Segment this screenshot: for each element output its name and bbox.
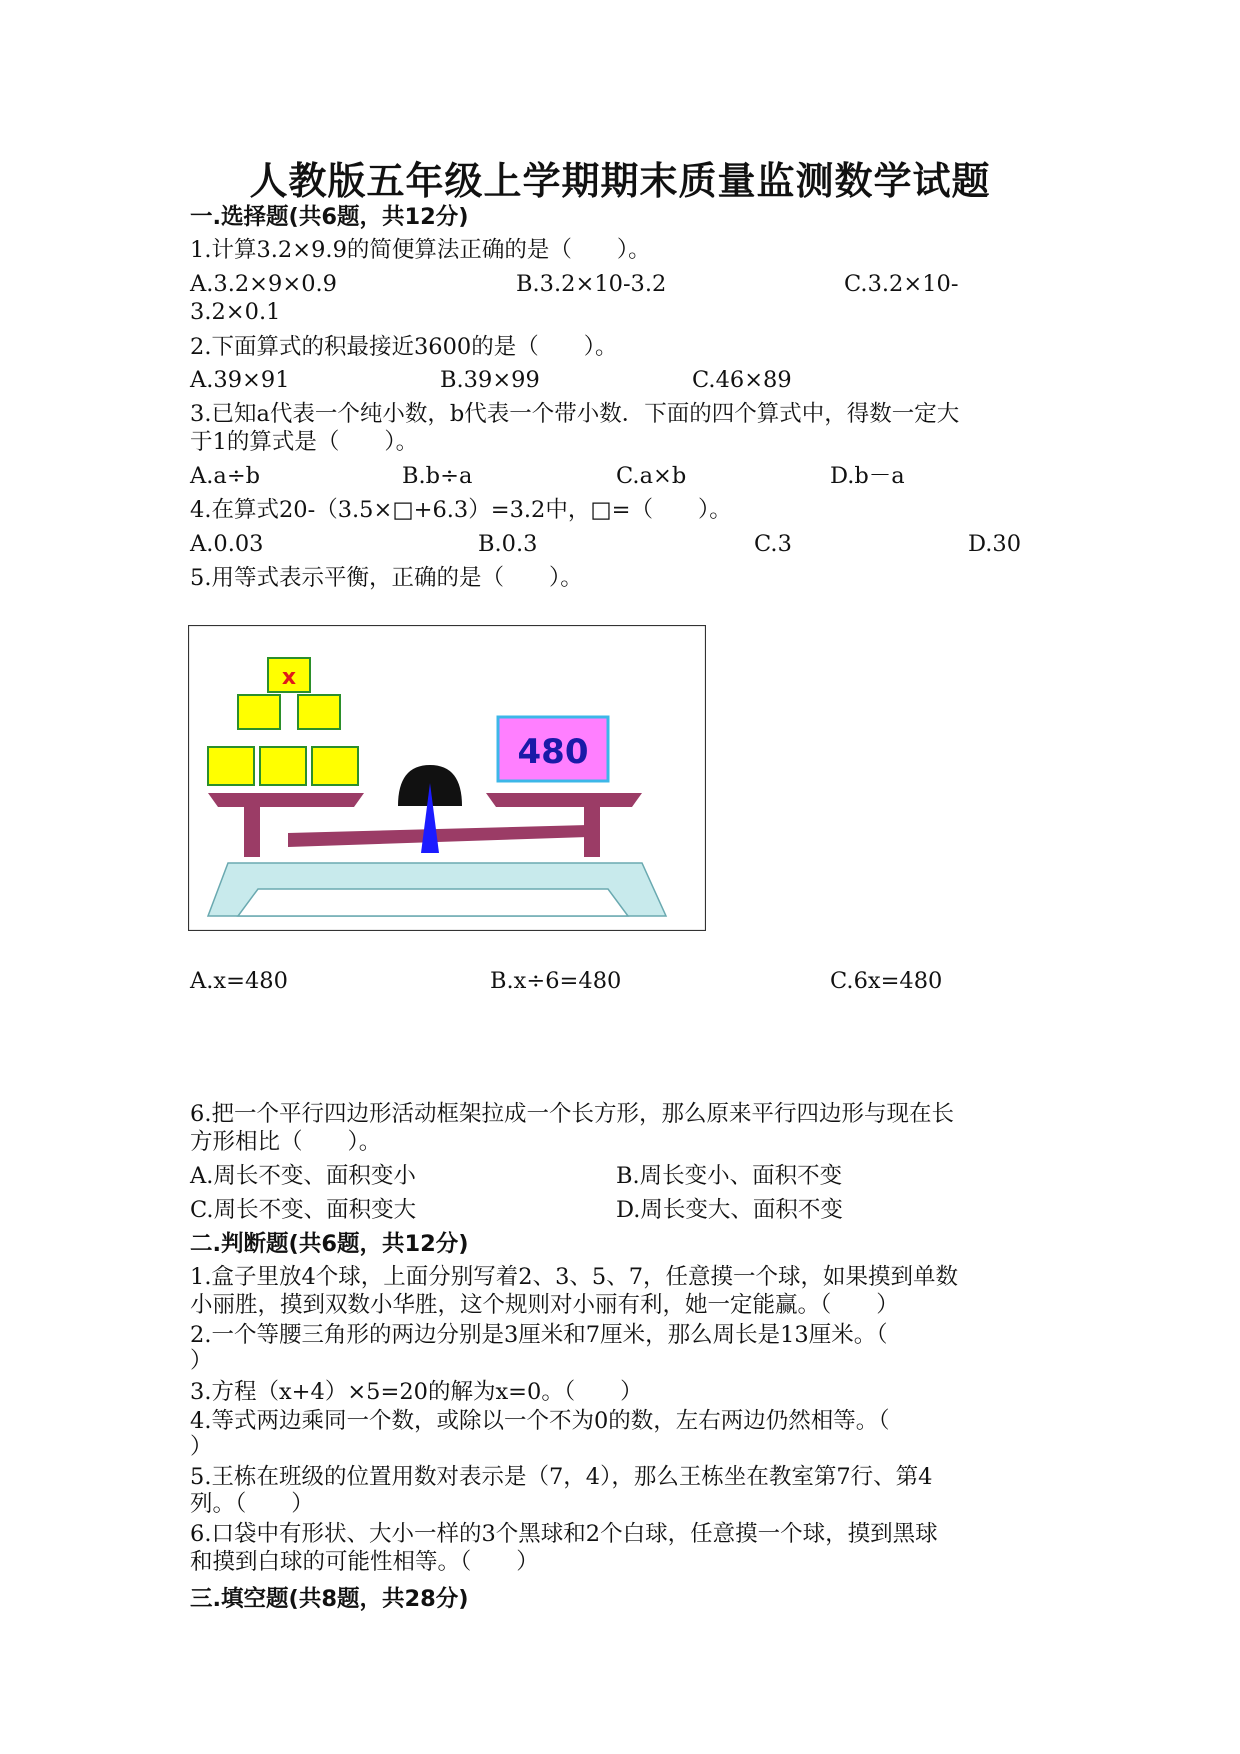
- q1-option-c: C.3.2×10-: [844, 271, 959, 297]
- q4-option-d: D.30: [968, 531, 1022, 557]
- judgement-line: 4.等式两边乘同一个数，或除以一个不为0的数，左右两边仍然相等。（: [190, 1408, 890, 1434]
- q1-option-a: A.3.2×9×0.9: [190, 271, 337, 297]
- q4-option-a: A.0.03: [190, 531, 264, 557]
- weight-box: [260, 747, 306, 785]
- section-heading-fill-in: 三.填空题(共8题，共28分): [190, 1586, 469, 1612]
- q2-option-a: A.39×91: [190, 367, 290, 393]
- q6-option-c: C.周长不变、面积变大: [190, 1197, 417, 1223]
- judgement-line: 6.口袋中有形状、大小一样的3个黑球和2个白球，任意摸一个球，摸到黑球: [190, 1521, 938, 1547]
- section-heading-choice: 一.选择题(共6题，共12分): [190, 204, 469, 230]
- q5-option-c: C.6x=480: [830, 968, 943, 994]
- judgement-line: 和摸到白球的可能性相等。（ ）: [190, 1549, 539, 1575]
- q3-option-a: A.a÷b: [190, 463, 261, 489]
- balance-scale-figure: [188, 625, 706, 931]
- scale-base-cutout: [238, 889, 628, 916]
- page-title: 人教版五年级上学期期末质量监测数学试题: [249, 158, 991, 203]
- weight-box: [298, 695, 340, 729]
- weight-box: [208, 747, 254, 785]
- judgement-line: 5.王栋在班级的位置用数对表示是（7，4），那么王栋坐在教室第7行、第4: [190, 1464, 933, 1490]
- judgement-line: 3.方程（x+4）×5=20的解为x=0。（ ）: [190, 1379, 643, 1405]
- q5-option-b: B.x÷6=480: [490, 968, 622, 994]
- judgement-line: 1.盒子里放4个球，上面分别写着2、3、5、7，任意摸一个球，如果摸到单数: [190, 1264, 959, 1290]
- q4-option-c: C.3: [754, 531, 792, 557]
- weight-box: [312, 747, 358, 785]
- q5-option-a: A.x=480: [190, 968, 288, 994]
- question-3-stem-line1: 3.已知a代表一个纯小数，b代表一个带小数．下面的四个算式中，得数一定大: [190, 401, 960, 427]
- question-3-stem-line2: 于1的算式是（ ）。: [190, 429, 419, 455]
- unknown-weight-label: x: [281, 665, 297, 690]
- judgement-line: 列。（ ）: [190, 1491, 314, 1517]
- left-pan: [208, 793, 364, 807]
- q1-option-c-continued: 3.2×0.1: [190, 299, 281, 325]
- question-2-stem: 2.下面算式的积最接近3600的是（ ）。: [190, 334, 618, 360]
- judgement-line: ）: [190, 1434, 213, 1460]
- judgement-line: ）: [190, 1348, 213, 1374]
- q3-option-b: B.b÷a: [402, 463, 473, 489]
- question-6-stem-line2: 方形相比（ ）。: [190, 1129, 382, 1155]
- q6-option-a: A.周长不变、面积变小: [190, 1163, 416, 1189]
- judgement-line: 小丽胜，摸到双数小华胜，这个规则对小丽有利，她一定能赢。（ ）: [190, 1292, 899, 1318]
- q1-option-b: B.3.2×10-3.2: [516, 271, 667, 297]
- q2-option-b: B.39×99: [440, 367, 540, 393]
- question-6-stem-line1: 6.把一个平行四边形活动框架拉成一个长方形，那么原来平行四边形与现在长: [190, 1101, 954, 1127]
- question-1-stem: 1.计算3.2×9.9的简便算法正确的是（ ）。: [190, 237, 651, 263]
- question-4-stem: 4.在算式20-（3.5×□+6.3）=3.2中，□=（ ）。: [190, 497, 732, 523]
- q6-option-b: B.周长变小、面积不变: [616, 1163, 843, 1189]
- question-5-stem: 5.用等式表示平衡，正确的是（ ）。: [190, 565, 583, 591]
- q2-option-c: C.46×89: [692, 367, 792, 393]
- right-pan: [486, 793, 642, 807]
- q3-option-c: C.a×b: [616, 463, 687, 489]
- q3-option-d: D.b－a: [830, 463, 905, 489]
- known-weight-label: 480: [517, 732, 589, 772]
- left-post: [244, 801, 260, 857]
- q4-option-b: B.0.3: [478, 531, 538, 557]
- judgement-line: 2.一个等腰三角形的两边分别是3厘米和7厘米，那么周长是13厘米。（: [190, 1322, 888, 1348]
- section-heading-judgement: 二.判断题(共6题，共12分): [190, 1231, 469, 1257]
- q6-option-d: D.周长变大、面积不变: [616, 1197, 843, 1223]
- weight-box: [238, 695, 280, 729]
